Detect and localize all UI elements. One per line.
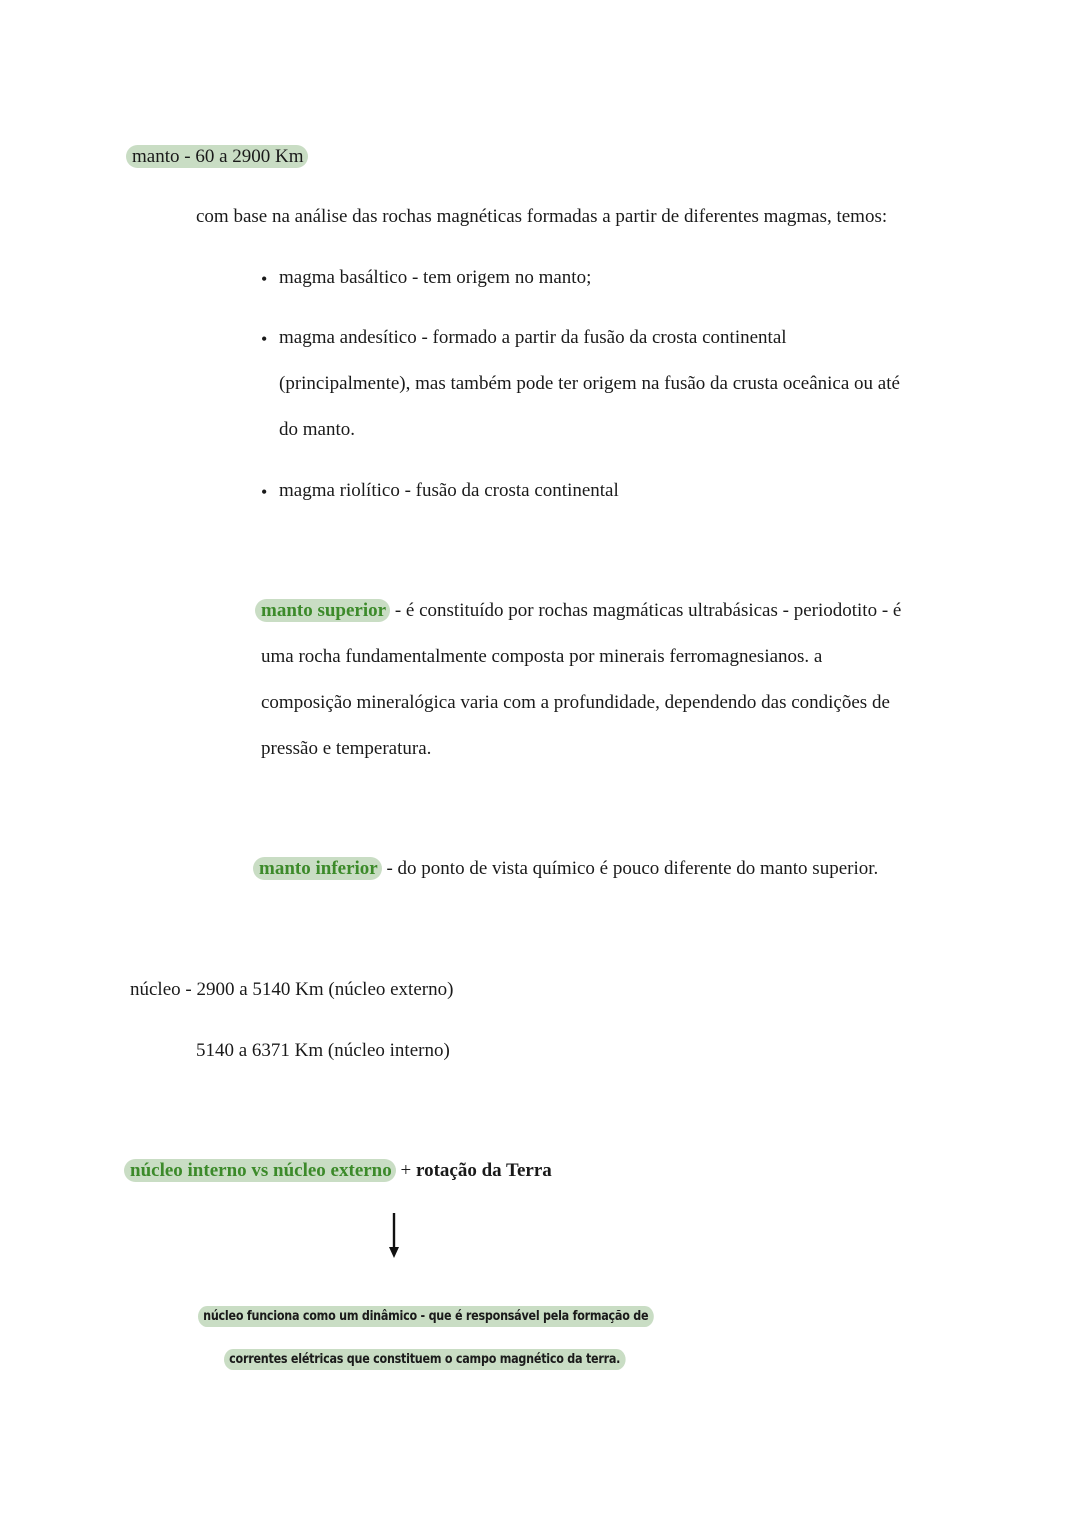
manto-superior-term: manto superior xyxy=(255,599,390,622)
conclusion-line2: correntes elétricas que constituem o campo magnético da terra. xyxy=(224,1348,625,1372)
nucleo-line2: 5140 a 6371 Km (núcleo interno) xyxy=(196,1040,450,1061)
manto-inferior: manto inferior - do ponto de vista químico é pouco diferente do manto superior. xyxy=(253,857,878,881)
manto-heading: manto - 60 a 2900 Km xyxy=(126,145,308,169)
bullet-andesitico-line1: magma andesítico - formado a partir da fusão da crosta continental xyxy=(279,327,787,348)
bullet-basaltico: magma basáltico - tem origem no manto; xyxy=(279,267,592,288)
manto-superior-line1: manto superior - é constituído por rochas magmáticas ultrabásicas - periodotito - é xyxy=(255,599,901,623)
bullet-andesitico-line2: (principalmente), mas também pode ter origem na fusão da crusta oceânica ou até xyxy=(279,373,900,394)
arrow-down-icon xyxy=(388,1213,400,1259)
conclusion-line1: núcleo funciona como um dinâmico - que é responsável pela formação de xyxy=(198,1305,653,1329)
intro-text: com base na análise das rochas magnéticas formadas a partir de diferentes magmas, temos: xyxy=(196,206,888,227)
bullet-icon: • xyxy=(261,269,268,289)
nucleo-vs-heading: núcleo interno vs núcleo externo + rotação da Terra xyxy=(124,1159,552,1183)
manto-superior-line2: uma rocha fundamentalmente composta por minerais ferromagnesianos. a xyxy=(261,646,823,667)
manto-superior-line3: composição mineralógica varia com a profundidade, dependendo das condições de xyxy=(261,692,890,713)
bullet-andesitico-line3: do manto. xyxy=(279,419,355,440)
bullet-icon: • xyxy=(261,482,268,502)
manto-inferior-term: manto inferior xyxy=(253,857,382,880)
bullet-icon: • xyxy=(261,329,268,349)
nucleo-line1: núcleo - 2900 a 5140 Km (núcleo externo) xyxy=(130,979,454,1000)
nucleo-vs-term: núcleo interno vs núcleo externo xyxy=(124,1159,396,1182)
manto-superior-line4: pressão e temperatura. xyxy=(261,738,432,759)
bullet-riolitico: magma riolítico - fusão da crosta continental xyxy=(279,480,619,501)
